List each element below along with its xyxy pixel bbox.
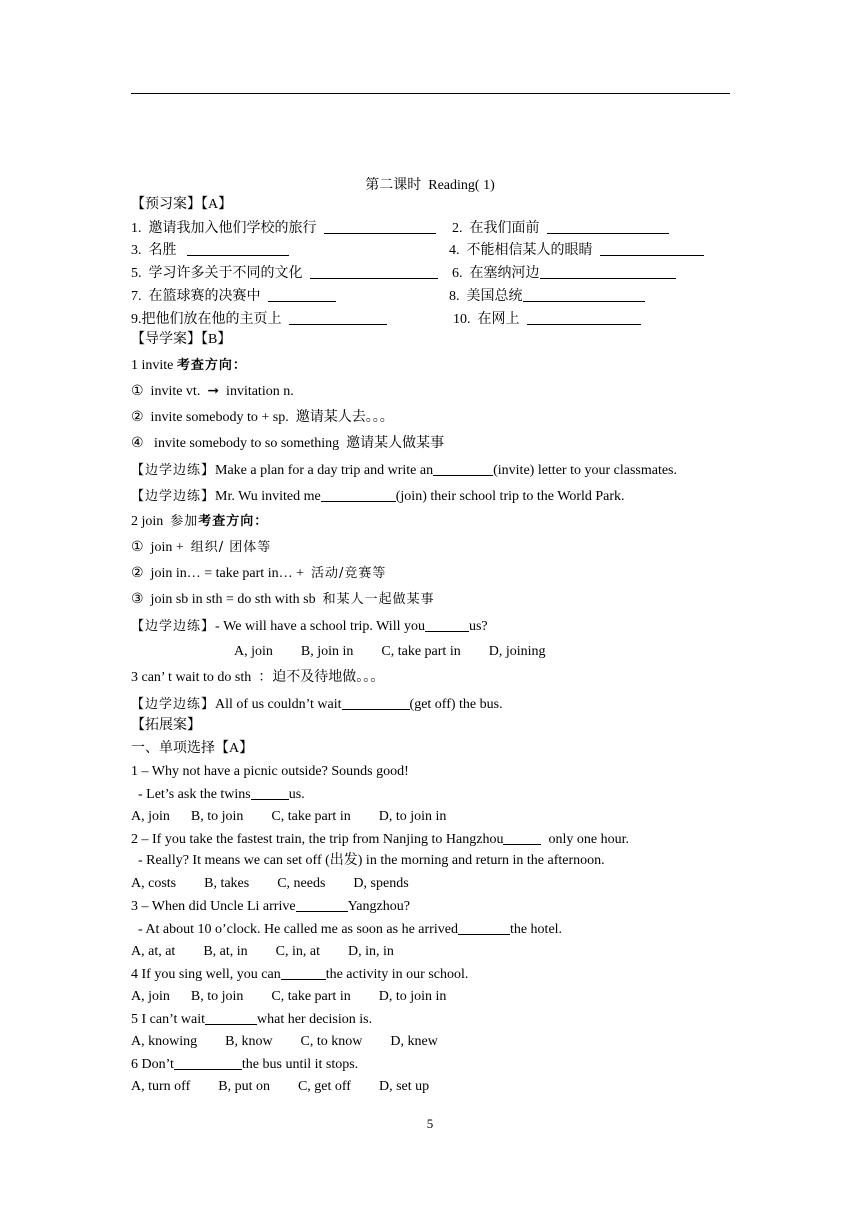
answer-blank[interactable]: [547, 219, 669, 234]
lesson-title: 第二课时 Reading( 1): [365, 178, 495, 193]
question-1-options: A, join B, to join C, take part in D, to join in: [131, 809, 447, 824]
answer-blank[interactable]: [433, 461, 493, 476]
preview-item-10: 10. 在网上: [453, 310, 641, 329]
cant-wait-exercise: 【边学边练】All of us couldn’t wait (get off) the bus.: [131, 697, 503, 712]
answer-blank[interactable]: [600, 241, 704, 256]
question-3-line-2: - At about 10 o’clock. He called me as soon as he arrived the hotel.: [131, 922, 563, 937]
preview-item-5: 5. 学习许多关于不同的文化: [131, 264, 438, 283]
preview-item-3: 3. 名胜: [131, 241, 289, 260]
question-3-line-1: 3 – When did Uncle Li arrive Yangzhou?: [131, 899, 410, 914]
question-5: 5 I can’t wait what her decision is.: [131, 1012, 373, 1027]
question-2-line-1: 2 – If you take the fastest train, the trip from Nanjing to Hangzhou only one hour.: [131, 832, 629, 847]
preview-item-1: 1. 邀请我加入他们学校的旅行: [131, 219, 436, 238]
join-point-2: ② join in… = take part in… + 活动/竞赛等: [131, 566, 387, 581]
answer-blank[interactable]: [187, 241, 289, 256]
question-6-options: A, turn off B, put on C, get off D, set up: [131, 1079, 430, 1094]
answer-blank[interactable]: [458, 920, 510, 935]
preview-item-7: 7. 在篮球赛的决赛中: [131, 287, 336, 306]
answer-blank[interactable]: [425, 617, 469, 632]
page-number: 5: [426, 1116, 434, 1131]
preview-item-9: 9.把他们放在他的主页上: [131, 310, 387, 329]
guide-heading: 【导学案】【B】: [131, 332, 232, 347]
answer-blank[interactable]: [324, 219, 436, 234]
answer-blank[interactable]: [281, 965, 326, 980]
question-3-options: A, at, at B, at, in C, in, at D, in, in: [131, 944, 394, 959]
question-4: 4 If you sing well, you can the activity in our school.: [131, 967, 469, 982]
section-cant-wait-heading: 3 can’ t wait to do sth ：迫不及待地做。。。: [131, 670, 385, 685]
answer-blank[interactable]: [251, 785, 289, 800]
question-1-line-1: 1 – Why not have a picnic outside? Sounds good!: [131, 764, 409, 779]
answer-blank[interactable]: [310, 264, 438, 279]
invite-exercise-2: 【边学边练】Mr. Wu invited me (join) their school trip to the World Park.: [131, 489, 625, 504]
section-join-heading: 2 join 参加考查方向：: [131, 514, 269, 529]
answer-blank[interactable]: [523, 287, 645, 302]
join-exercise-options: A, join B, join in C, take part in D, joining: [234, 644, 546, 659]
multiple-choice-heading: 一、单项选择【A】: [131, 741, 254, 756]
answer-blank[interactable]: [268, 287, 336, 302]
preview-item-6: 6. 在塞纳河边: [452, 264, 676, 283]
invite-exercise-1: 【边学边练】Make a plan for a day trip and write an (invite) letter to your classmates.: [131, 463, 677, 478]
answer-blank[interactable]: [296, 897, 348, 912]
question-2-line-2: - Really? It means we can set off (出发) in the morning and return in the afternoon.: [131, 853, 605, 868]
preview-item-2: 2. 在我们面前: [452, 219, 669, 238]
answer-blank[interactable]: [540, 264, 676, 279]
invite-point-1: ① invite vt. ➞ invitation n.: [131, 384, 294, 399]
extend-heading: 【拓展案】: [131, 718, 201, 733]
question-4-options: A, join B, to join C, take part in D, to join in: [131, 989, 447, 1004]
section-invite-heading: 1 invite 考查方向：: [131, 358, 247, 373]
join-exercise: 【边学边练】- We will have a school trip. Will you us?: [131, 619, 488, 634]
join-point-3: ③ join sb in sth = do sth with sb 和某人一起做某事: [131, 592, 435, 607]
question-1-line-2: - Let’s ask the twins us.: [131, 787, 305, 802]
answer-blank[interactable]: [527, 310, 641, 325]
answer-blank[interactable]: [289, 310, 387, 325]
header-rule: [131, 93, 730, 94]
answer-blank[interactable]: [503, 830, 541, 845]
invite-point-2: ② invite somebody to + sp. 邀请某人去。。。: [131, 410, 394, 425]
answer-blank[interactable]: [205, 1010, 257, 1025]
preview-heading: 【预习案】【A】: [131, 197, 233, 212]
question-2-options: A, costs B, takes C, needs D, spends: [131, 876, 409, 891]
answer-blank[interactable]: [321, 487, 396, 502]
answer-blank[interactable]: [174, 1055, 242, 1070]
question-5-options: A, knowing B, know C, to know D, knew: [131, 1034, 438, 1049]
preview-item-4: 4. 不能相信某人的眼睛: [449, 241, 704, 260]
preview-item-8: 8. 美国总统: [449, 287, 645, 306]
join-point-1: ① join + 组织/ 团体等: [131, 540, 272, 555]
invite-point-3: ④ invite somebody to so something 邀请某人做某事: [131, 436, 445, 451]
answer-blank[interactable]: [342, 695, 410, 710]
question-6: 6 Don’t the bus until it stops.: [131, 1057, 359, 1072]
